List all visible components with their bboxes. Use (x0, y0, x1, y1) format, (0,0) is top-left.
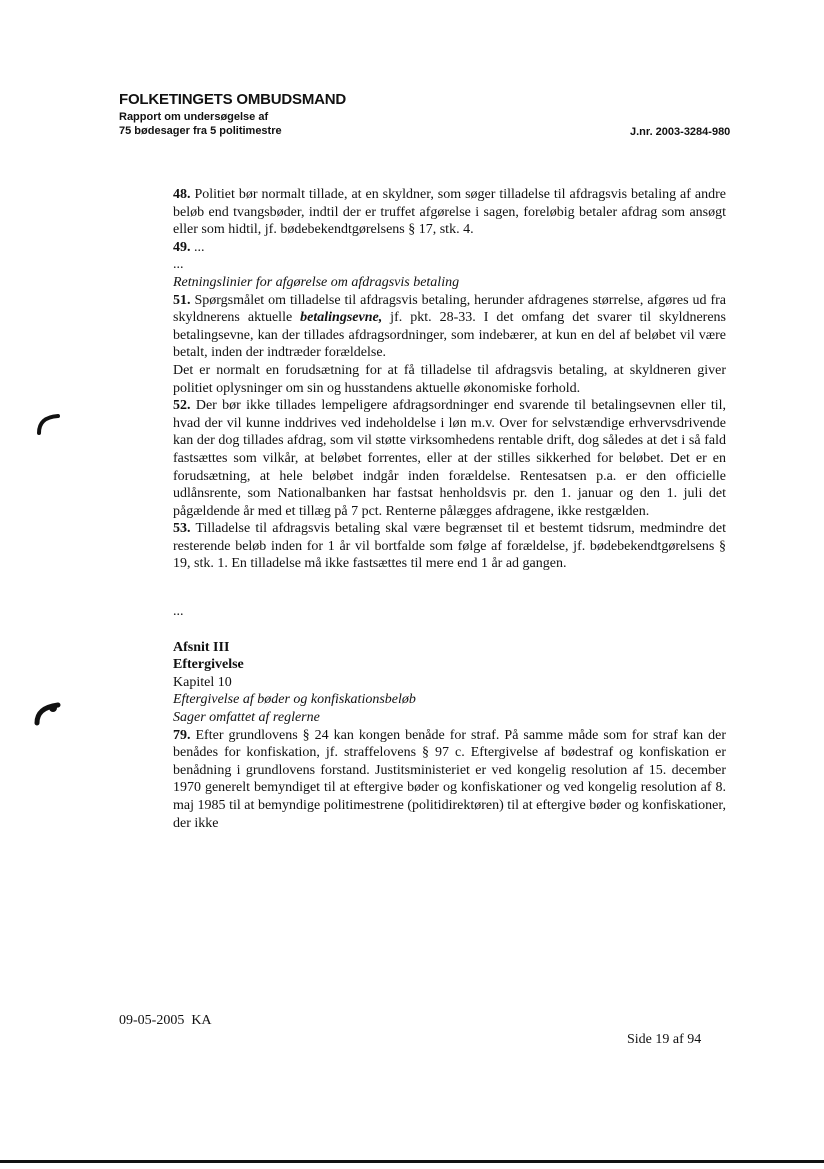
report-subtitle-line2: 75 bødesager fra 5 politimestre (119, 125, 282, 137)
footer-date-initials: 09-05-2005 KA (119, 1013, 212, 1028)
paragraph-79: 79. Efter grundlovens § 24 kan kongen benåde for straf. På samme måde som for straf kan der benådes for konfiskation, jf. straffelovens § 97 c. Eftergivelse af bødestraf og konfiskation er benådning i grundlovens forstand. Justitsministeriet er ved kongelig resolution af 15. december 1970 generelt bemyndiget til at eftergive bøder og konfiskationer og ved kongelig resolution af 8. maj 1985 til at bemyndige politimestrene (politidirektøren) til at eftergive bøder og konfiskationer, der ikke (173, 727, 726, 831)
paragraph-51-continued: Det er normalt en forudsætning for at få tilladelse til afdragsvis betaling, at skyldneren giver politiet oplysninger om sin og husstandens aktuelle økonomiske forhold. (173, 362, 726, 396)
paragraph-48: 48. Politiet bør normalt tillade, at en skyldner, som søger tilladelse til afdragsvis betaling af andre beløb end tvangsbøder, indtil der er truffet afgørelse i sagen, foreløbig betaler afdrag som ansøgt eller som hidtil, jf. bødebekendtgørelsens § 17, stk. 4. (173, 187, 726, 238)
section-label: Afsnit III (173, 639, 230, 655)
scan-mark-upper (36, 413, 62, 435)
page-number: Side 19 af 94 (627, 1032, 702, 1047)
heading-retningslinier: Retningslinier for afgørelse om afdragsvis betaling (173, 274, 460, 290)
journal-number: J.nr. 2003-3284-980 (630, 126, 731, 138)
scan-mark-lower (33, 701, 61, 727)
paragraph-49: 49. ... (173, 239, 205, 255)
ellipsis-2: ... (173, 604, 184, 620)
section-title: Eftergivelse (173, 657, 244, 673)
page-bottom-edge (0, 1160, 824, 1163)
subheading: Sager omfattet af reglerne (173, 710, 320, 726)
paragraph-51: 51. Spørgsmålet om tilladelse til afdragsvis betaling, herunder afdragenes størrelse, afgøres ud fra skyldnerens aktuelle betalingsevne, jf. pkt. 28-33. I det omfang det svarer til skyldnerens betalingsevne, kan der tillades afdragsordninger, som indebærer, at kun en del af beløbet vil være betalt, inden der indtræder forældelse. (173, 292, 727, 361)
ellipsis-1: ... (173, 257, 184, 273)
report-subtitle-line1: Rapport om undersøgelse af (119, 111, 269, 123)
paragraph-53: 53. Tilladelse til afdragsvis betaling skal være begrænset til et bestemt tidsrum, medmindre det resterende beløb inden for 1 år vil bortfalde som følge af forældelse, jf. bødebekendtgørelsens § 19, stk. 1. En tilladelse må ikke fastsættes til mere end 1 år ad gangen. (173, 521, 726, 572)
document-body (173, 186, 726, 832)
organization-name: FOLKETINGETS OMBUDSMAND (119, 91, 347, 108)
paragraph-52: 52. Der bør ikke tillades lempeligere afdragsordninger end svarende til betalingsevnen eller til, hvad der vil kunne inddrives ved indeholdelse i løn m.v. Over for selvstændige erhvervsdrivende kan der dog tillades afdrag, som vil støtte virksomhedens rentable drift, dog således at det i så fald fastsættes som vilkår, at beløbet forrentes, eller at der stilles sikkerhed for beløbet. Det er en forudsætning, at hele beløbet indgår inden forældelse. Rentesatsen p.a. er den officielle udlånsrente, som Nationalbanken har fastsat henholdsvis pr. den 1. januar og den 1. juli det pågældende år med et tillæg på 7 pct. Renterne pålægges afdragene, ikke restgælden. (173, 398, 726, 519)
chapter-label: Kapitel 10 (173, 674, 232, 690)
chapter-title: Eftergivelse af bøder og konfiskationsbeløb (173, 692, 416, 708)
